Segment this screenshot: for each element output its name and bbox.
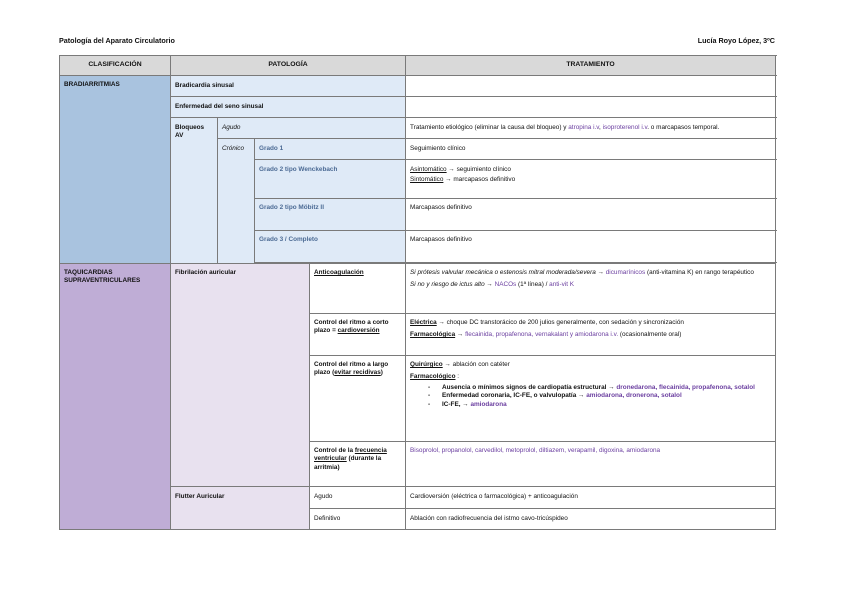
grado-2-mobitz: Grado 2 tipo Möbitz II: [255, 199, 406, 231]
list-item: - Ausencia o mínimos signos de cardiopatía estructural → dronedarona, flecainida, propafenona, sotalol: [442, 384, 771, 392]
tratamiento-ritmo-largo: Quirúrgico → ablación con catéter Farmacológico : - Ausencia o mínimos signos de cardiopatía estructural → dronedarona, flecainida, propafenona, sotalol - Enfermedad coronaria, IC-FE, o valvulopatía → amiodarona, dronerona, sotalol - IC-FE, → amiodarona: [406, 356, 776, 442]
col-header-tratamiento: TRATAMIENTO: [406, 56, 776, 76]
tratamiento-grado-2-wenckebach: Asintomático → seguimiento clínico Sintomático → marcapasos definitivo: [406, 160, 776, 199]
bloqueo-cronico: Crónico: [218, 139, 255, 264]
control-ritmo-largo: Control del ritmo a largo plazo (evitar recidivas): [310, 356, 406, 442]
header-title: Patología del Aparato Circulatorio: [59, 36, 175, 45]
tratamiento-flutter-agudo: Cardioversión (eléctrica o farmacológica) + anticoagulación: [406, 487, 776, 509]
class-bradiarritmias: BRADIARRITMIAS: [60, 76, 171, 264]
bloqueo-agudo: Agudo: [218, 118, 406, 139]
flutter-agudo: Agudo: [310, 487, 406, 509]
list-item: - Enfermedad coronaria, IC-FE, o valvulopatía → amiodarona, dronerona, sotalol: [442, 392, 771, 400]
tratamiento-agudo: Tratamiento etiológico (eliminar la causa del bloqueo) y atropina i.v, isoproterenol i.v. o marcapasos temporal.: [406, 118, 776, 139]
patologia-fibrilacion-auricular: Fibrilación auricular: [171, 264, 310, 487]
header-author: Lucía Royo López, 3ºC: [697, 36, 775, 45]
tratamiento-enfermedad-seno: [406, 97, 776, 118]
tratamiento-anticoagulacion: Si prótesis valvular mecánica o estenosis mitral moderada/severa → dicumarínicos (anti-vitamina K) en rango terapéutico Si no y riesgo de ictus alto → NACOs (1ª línea) / anti-vit K: [406, 264, 776, 314]
tratamiento-cardioversion: Eléctrica → choque DC transtorácico de 200 julios generalmente, con sedación y sincronización Farmacológica → flecainida, propafenona, vernakalant y amiodarona i.v. (ocasionalmente oral): [406, 314, 776, 356]
tratamiento-grado-2-mobitz: Marcapasos definitivo: [406, 199, 776, 231]
class-taquicardias: TAQUICARDIAS SUPRAVENTRICULARES: [60, 264, 171, 530]
grado-1: Grado 1: [255, 139, 406, 160]
grado-3-completo: Grado 3 / Completo: [255, 231, 406, 263]
control-ritmo-corto: Control del ritmo a corto plazo = cardioversión: [310, 314, 406, 356]
control-frecuencia: Control de la frecuencia ventricular (durante la arritmia): [310, 442, 406, 487]
grado-2-wenckebach: Grado 2 tipo Wenckebach: [255, 160, 406, 199]
patologia-bloqueos-av: Bloqueos AV: [171, 118, 218, 264]
tratamiento-bradicardia-sinusal: [406, 76, 776, 97]
flutter-definitivo: Definitivo: [310, 509, 406, 530]
tratamiento-grado-3: Marcapasos definitivo: [406, 231, 776, 263]
tratamiento-frecuencia: Bisoprolol, propanolol, carvedilol, metoprolol, diltiazem, verapamil, digoxina, amiodarona: [406, 442, 776, 487]
patologia-bradicardia-sinusal: Bradicardia sinusal: [171, 76, 406, 97]
treatment-table: [59, 55, 776, 530]
col-header-clasificacion: CLASIFICACIÓN: [60, 56, 171, 76]
patologia-flutter-auricular: Flutter Auricular: [171, 487, 310, 530]
tratamiento-flutter-definitivo: Ablación con radiofrecuencia del istmo cavo-tricúspideo: [406, 509, 776, 530]
patologia-enfermedad-seno: Enfermedad del seno sinusal: [171, 97, 406, 118]
anticoagulacion-label: Anticoagulación: [310, 264, 406, 314]
col-header-patologia: PATOLOGÍA: [171, 56, 406, 76]
farmacologico-list: [410, 384, 771, 409]
list-item: - IC-FE, → amiodarona: [442, 401, 771, 409]
tratamiento-grado-1: Seguimiento clínico: [406, 139, 776, 160]
